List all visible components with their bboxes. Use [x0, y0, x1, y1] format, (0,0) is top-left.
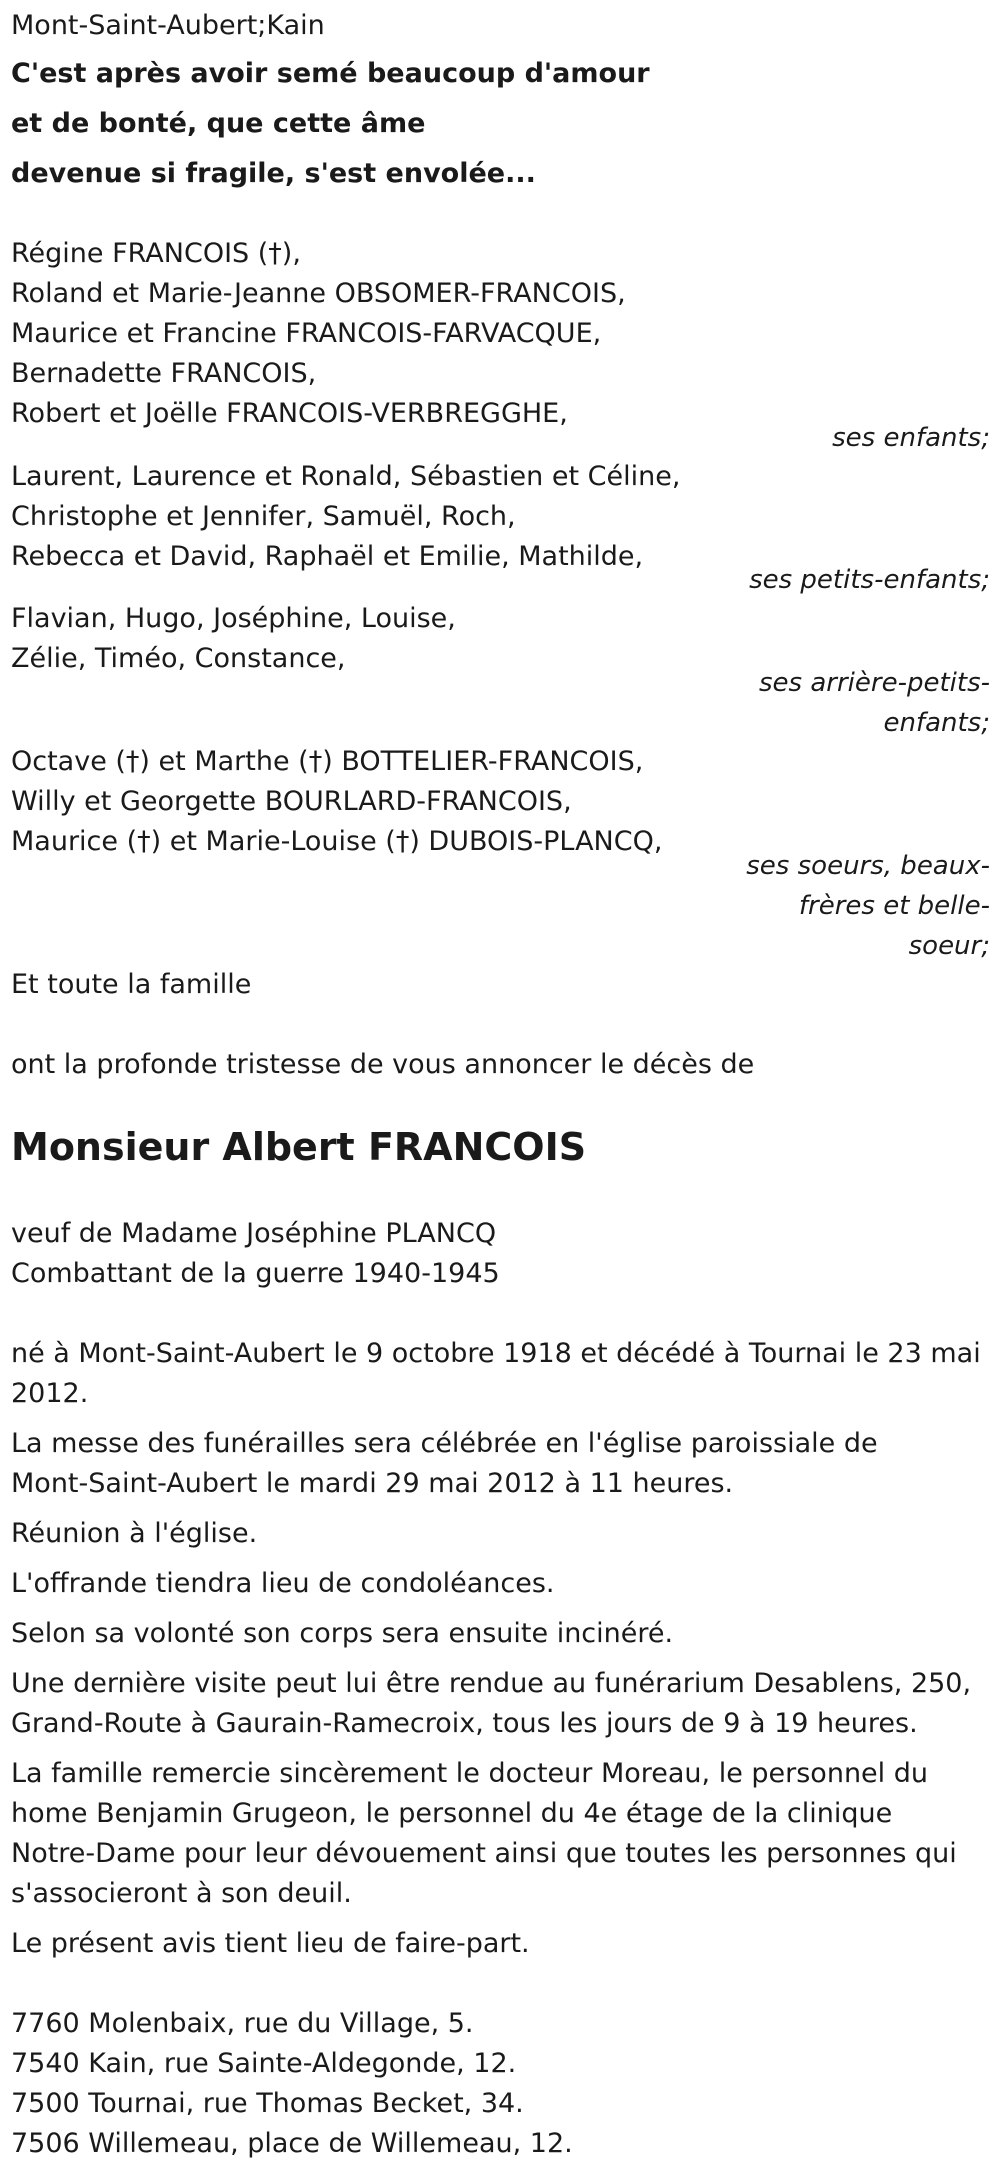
thanks-line-2: home Benjamin Grugeon, le personnel du 4e étage de la clinique [11, 1798, 893, 1829]
grandchild-line-1: Laurent, Laurence et Ronald, Sébastien et Céline, [11, 461, 681, 492]
sibling-line-1: Octave (†) et Marthe (†) BOTTELIER-FRANCOIS, [11, 746, 644, 777]
child-line-3: Maurice et Francine FRANCOIS-FARVACQUE, [11, 318, 602, 349]
siblings-label-2: frères et belle- [798, 891, 990, 921]
visit-line-1: Une dernière visite peut lui être rendue au funérarium Desablens, 250, [11, 1668, 972, 1699]
deceased-detail-2: Combattant de la guerre 1940-1945 [11, 1258, 500, 1289]
address-line-1: 7760 Molenbaix, rue du Village, 5. [11, 2008, 474, 2039]
rest-of-family: Et toute la famille [11, 969, 252, 1000]
mass-line-2: Mont-Saint-Aubert le mardi 29 mai 2012 à 11 heures. [11, 1468, 734, 1499]
great-grandchildren-label-1: ses arrière-petits- [759, 668, 990, 698]
sibling-line-2: Willy et Georgette BOURLARD-FRANCOIS, [11, 786, 572, 817]
visit-line-2: Grand-Route à Gaurain-Ramecroix, tous les jours de 9 à 19 heures. [11, 1708, 918, 1739]
children-label: ses enfants; [832, 423, 990, 453]
offering-text: L'offrande tiendra lieu de condoléances. [11, 1568, 555, 1599]
grandchild-line-2: Christophe et Jennifer, Samuël, Roch, [11, 501, 516, 532]
location-line: Mont-Saint-Aubert;Kain [11, 10, 325, 41]
address-line-3: 7500 Tournai, rue Thomas Becket, 34. [11, 2088, 524, 2119]
grandchildren-label: ses petits-enfants; [749, 565, 990, 595]
birth-line-1: né à Mont-Saint-Aubert le 9 octobre 1918 et décédé à Tournai le 23 mai [11, 1338, 981, 1369]
child-line-1: Régine FRANCOIS (†), [11, 238, 301, 269]
child-line-4: Bernadette FRANCOIS, [11, 358, 317, 389]
siblings-label-1: ses soeurs, beaux- [746, 851, 990, 881]
address-line-2: 7540 Kain, rue Sainte-Aldegonde, 12. [11, 2048, 517, 2079]
great-grandchild-line-1: Flavian, Hugo, Joséphine, Louise, [11, 603, 456, 634]
notice-text: Le présent avis tient lieu de faire-part. [11, 1928, 530, 1959]
thanks-line-4: s'associeront à son deuil. [11, 1878, 352, 1909]
grandchild-line-3: Rebecca et David, Raphaël et Emilie, Mathilde, [11, 541, 644, 572]
poem-line-3: devenue si fragile, s'est envolée... [11, 158, 536, 189]
mass-line-1: La messe des funérailles sera célébrée en l'église paroissiale de [11, 1428, 878, 1459]
child-line-2: Roland et Marie-Jeanne OBSOMER-FRANCOIS, [11, 278, 626, 309]
address-line-4: 7506 Willemeau, place de Willemeau, 12. [11, 2128, 573, 2159]
poem-line-1: C'est après avoir semé beaucoup d'amour [11, 58, 650, 89]
meeting-text: Réunion à l'église. [11, 1518, 258, 1549]
deceased-name: Monsieur Albert FRANCOIS [11, 1125, 587, 1169]
thanks-line-3: Notre-Dame pour leur dévouement ainsi que toutes les personnes qui [11, 1838, 957, 1869]
announcement-text: ont la profonde tristesse de vous annoncer le décès de [11, 1049, 755, 1080]
great-grandchild-line-2: Zélie, Timéo, Constance, [11, 643, 346, 674]
child-line-5: Robert et Joëlle FRANCOIS-VERBREGGHE, [11, 398, 568, 429]
great-grandchildren-label-2: enfants; [883, 708, 990, 738]
poem-line-2: et de bonté, que cette âme [11, 108, 426, 139]
birth-line-2: 2012. [11, 1378, 89, 1409]
sibling-line-3: Maurice (†) et Marie-Louise (†) DUBOIS-PLANCQ, [11, 826, 663, 857]
siblings-label-3: soeur; [908, 931, 990, 961]
cremation-text: Selon sa volonté son corps sera ensuite incinéré. [11, 1618, 674, 1649]
thanks-line-1: La famille remercie sincèrement le docteur Moreau, le personnel du [11, 1758, 928, 1789]
deceased-detail-1: veuf de Madame Joséphine PLANCQ [11, 1218, 497, 1249]
